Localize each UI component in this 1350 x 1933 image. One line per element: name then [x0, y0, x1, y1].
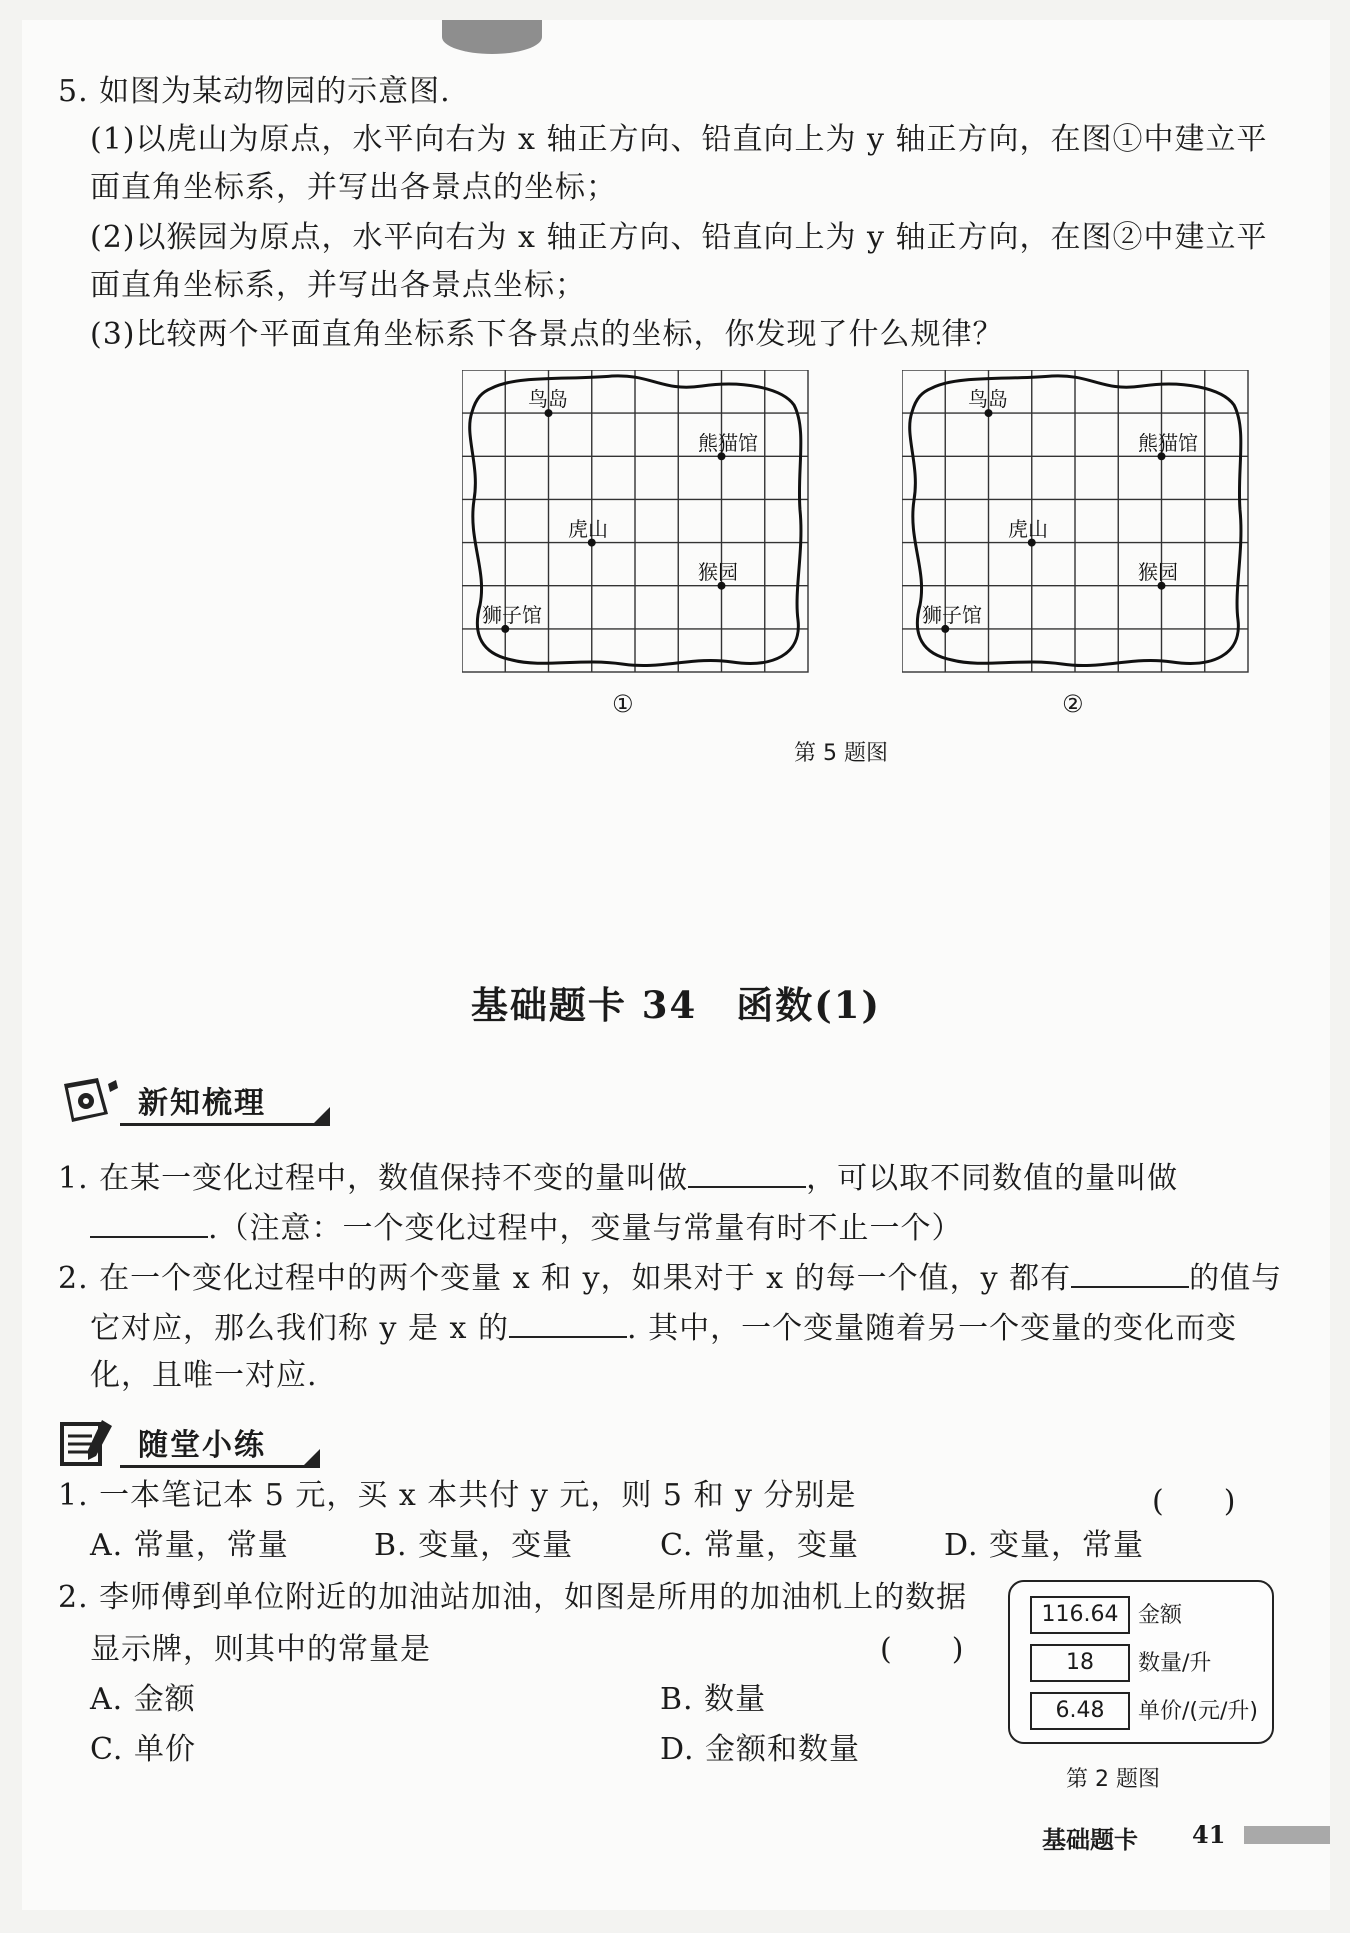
- p2-caption: 第 2 题图: [1066, 1767, 1160, 1792]
- page-number: 41: [1192, 1820, 1226, 1849]
- quantity-value: 18: [1030, 1644, 1130, 1682]
- fuel-display-board: [1008, 1580, 1274, 1744]
- section-practice: [58, 1412, 348, 1470]
- k2-blank-1[interactable]: [1071, 1256, 1189, 1288]
- price-value: 6.48: [1030, 1692, 1130, 1730]
- p1-option-c[interactable]: C. 常量，变量: [660, 1528, 859, 1563]
- k1-text-c: .（注意：一个变化过程中，变量与常量有时不止一个）: [208, 1211, 963, 1246]
- k2-line1: [58, 1256, 1282, 1299]
- footer-bar: [1244, 1826, 1330, 1844]
- q5-line6: (3)比较两个平面直角坐标系下各景点的坐标，你发现了什么规律？: [90, 317, 1004, 352]
- k2-line3: 化，且唯一对应.: [90, 1358, 318, 1393]
- map2-label: ②: [1062, 690, 1084, 718]
- p1-option-a[interactable]: A. 常量，常量: [90, 1528, 289, 1563]
- k1-line1: [58, 1156, 1178, 1199]
- p1-answer-paren[interactable]: ( ): [1152, 1484, 1236, 1519]
- notebook-pencil-icon: [58, 1416, 120, 1468]
- k1-blank-1[interactable]: [688, 1156, 806, 1188]
- k2-text-c: 它对应，那么我们称 y 是 x 的: [90, 1311, 510, 1346]
- p2-option-a[interactable]: A. 金额: [90, 1682, 196, 1717]
- q5-line5: 面直角坐标系，并写出各景点坐标；: [90, 268, 586, 303]
- label-tiger-hill: 虎山: [1008, 517, 1048, 541]
- k1-text-b: ，可以取不同数值的量叫做: [806, 1161, 1179, 1196]
- section-new-knowledge: [58, 1070, 348, 1128]
- q5-line1: 5. 如图为某动物园的示意图.: [58, 74, 451, 109]
- q5-caption: 第 5 题图: [794, 741, 888, 766]
- k2-blank-2[interactable]: [509, 1306, 627, 1338]
- section-triangle: [304, 1449, 320, 1465]
- p2-option-c[interactable]: C. 单价: [90, 1732, 196, 1767]
- page-title: 基础题卡 34 函数(1): [470, 983, 882, 1027]
- amount-label: 金额: [1138, 1603, 1183, 1628]
- footer-label: 基础题卡: [1042, 1826, 1138, 1854]
- q5-line4: (2)以猴园为原点，水平向右为 x 轴正方向、铅直向上为 y 轴正方向，在图②中建立平: [90, 220, 1268, 255]
- q5-line2: (1)以虎山为原点，水平向右为 x 轴正方向、铅直向上为 y 轴正方向，在图①中建立平: [90, 122, 1268, 157]
- zoo-map-1: [462, 370, 812, 680]
- p2-stem-line1: 2. 李师傅到单位附近的加油站加油，如图是所用的加油机上的数据: [58, 1580, 968, 1615]
- map1-label: ①: [612, 690, 634, 718]
- book-icon: [58, 1074, 120, 1126]
- k2-text-a: 2. 在一个变化过程中的两个变量 x 和 y，如果对于 x 的每一个值，y 都有: [58, 1261, 1072, 1296]
- p2-stem-line2: 显示牌，则其中的常量是: [90, 1632, 431, 1667]
- p1-option-b[interactable]: B. 变量，变量: [374, 1528, 574, 1563]
- quantity-label: 数量/升: [1138, 1651, 1212, 1676]
- k2-text-d: . 其中，一个变量随着另一个变量的变化而变: [627, 1311, 1238, 1346]
- label-lion-house: 狮子馆: [922, 603, 982, 627]
- k2-line2: [90, 1306, 1237, 1349]
- label-panda-house: 熊猫馆: [1138, 431, 1198, 455]
- tab-shadow: [442, 20, 542, 54]
- section-underline: [120, 1123, 330, 1126]
- label-bird-island: 鸟岛: [968, 387, 1008, 411]
- amount-value: 116.64: [1030, 1596, 1130, 1634]
- section-practice-label: 随堂小练: [138, 1428, 266, 1463]
- q5-line3: 面直角坐标系，并写出各景点的坐标；: [90, 170, 617, 205]
- section-underline: [120, 1465, 320, 1468]
- k2-text-b: 的值与: [1189, 1261, 1283, 1296]
- p1-option-d[interactable]: D. 变量，常量: [944, 1528, 1145, 1563]
- zoo-map-2: [902, 370, 1252, 680]
- k1-blank-2[interactable]: [90, 1206, 208, 1238]
- p2-answer-paren[interactable]: ( ): [880, 1632, 964, 1667]
- price-label: 单价/(元/升): [1138, 1699, 1258, 1724]
- section-triangle: [314, 1107, 330, 1123]
- place-dots: [941, 409, 1165, 633]
- p2-option-d[interactable]: D. 金额和数量: [660, 1732, 861, 1767]
- k1-line2: [90, 1206, 963, 1249]
- label-monkey-park: 猴园: [1138, 560, 1178, 584]
- label-lion-house: 狮子馆: [482, 603, 542, 627]
- section-new-knowledge-label: 新知梳理: [138, 1086, 266, 1121]
- k1-text-a: 1. 在某一变化过程中，数值保持不变的量叫做: [58, 1161, 689, 1196]
- label-tiger-hill: 虎山: [568, 517, 608, 541]
- p2-option-b[interactable]: B. 数量: [660, 1682, 767, 1717]
- p1-stem: 1. 一本笔记本 5 元，买 x 本共付 y 元，则 5 和 y 分别是: [58, 1478, 857, 1513]
- label-panda-house: 熊猫馆: [698, 431, 758, 455]
- place-dots: [501, 409, 725, 633]
- page: [22, 20, 1330, 1910]
- label-bird-island: 鸟岛: [528, 387, 568, 411]
- label-monkey-park: 猴园: [698, 560, 738, 584]
